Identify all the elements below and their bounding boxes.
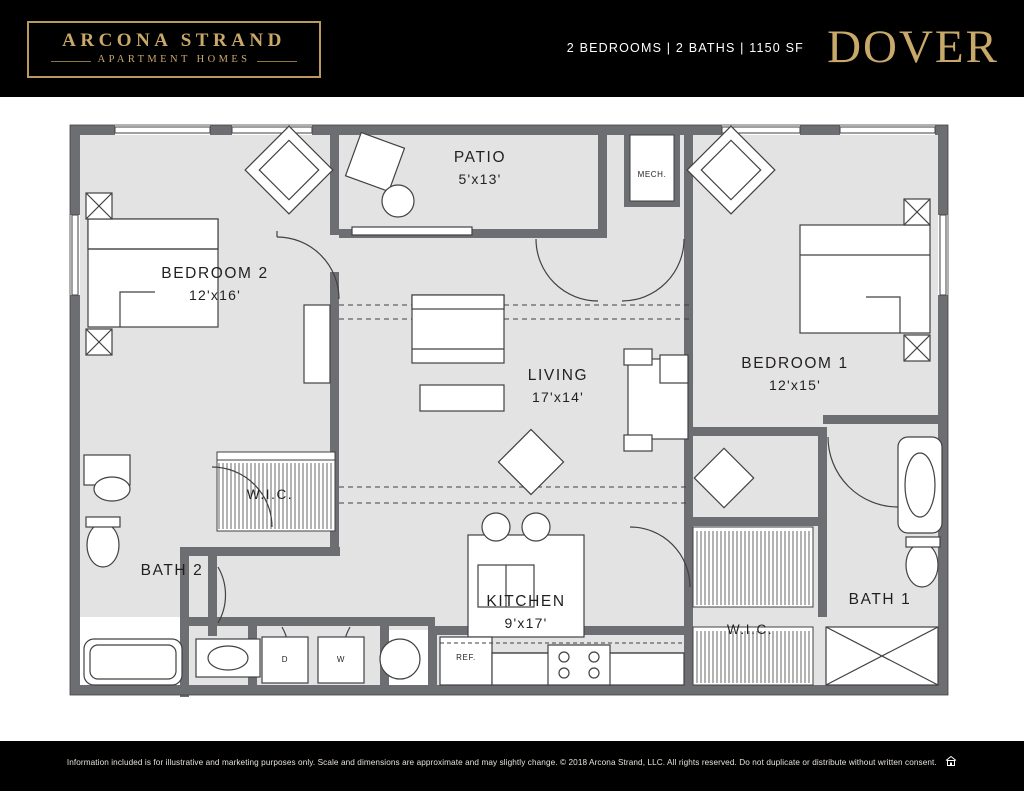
room-dims: 9'x17' — [504, 615, 548, 631]
floorplan-drawing — [0, 97, 1024, 741]
room-name: W.I.C. — [246, 487, 294, 502]
label-dryer: D — [281, 655, 289, 664]
brand-logo — [27, 21, 321, 78]
floorplan-svg — [0, 97, 1024, 741]
disclaimer-text: Information included is for illustrative and marketing purposes only. Scale and dimensions are approximate and may slightly change. © 2018 Arcona Strand, LLC. All rights reserved. Do not duplicate or distribute without written consent. — [66, 758, 937, 767]
room-name: PATIO — [453, 149, 507, 166]
header-bar — [0, 0, 1024, 97]
footer-bar — [0, 741, 1024, 791]
room-name: KITCHEN — [486, 593, 566, 610]
unit-name: DOVER — [827, 21, 999, 73]
room-name: BATH 1 — [848, 591, 912, 608]
label-washer: W — [336, 655, 346, 664]
room-name: BEDROOM 1 — [741, 355, 849, 372]
room-name: LIVING — [527, 367, 589, 384]
mech-closet — [630, 135, 674, 201]
wic-left — [212, 452, 335, 531]
label-refrigerator: REF. — [456, 653, 476, 662]
room-dims: 5'x13' — [458, 171, 502, 187]
brand-name: ARCONA STRAND — [62, 30, 286, 51]
room-name: BEDROOM 2 — [161, 265, 269, 282]
room-name: BATH 2 — [140, 562, 204, 579]
unit-specs: 2 BEDROOMS | 2 BATHS | 1150 SF — [566, 41, 804, 55]
label-mech: MECH. — [637, 170, 667, 179]
room-name: W.I.C. — [726, 622, 774, 637]
room-dims: 12'x16' — [189, 287, 241, 303]
room-dims: 12'x15' — [769, 377, 821, 393]
footer-disclaimer — [0, 755, 1024, 769]
brand-subtitle-text: APARTMENT HOMES — [91, 54, 258, 65]
brand-subtitle — [29, 54, 319, 65]
room-dims: 17'x14' — [532, 389, 584, 405]
equal-housing-opportunity-icon — [945, 755, 957, 769]
